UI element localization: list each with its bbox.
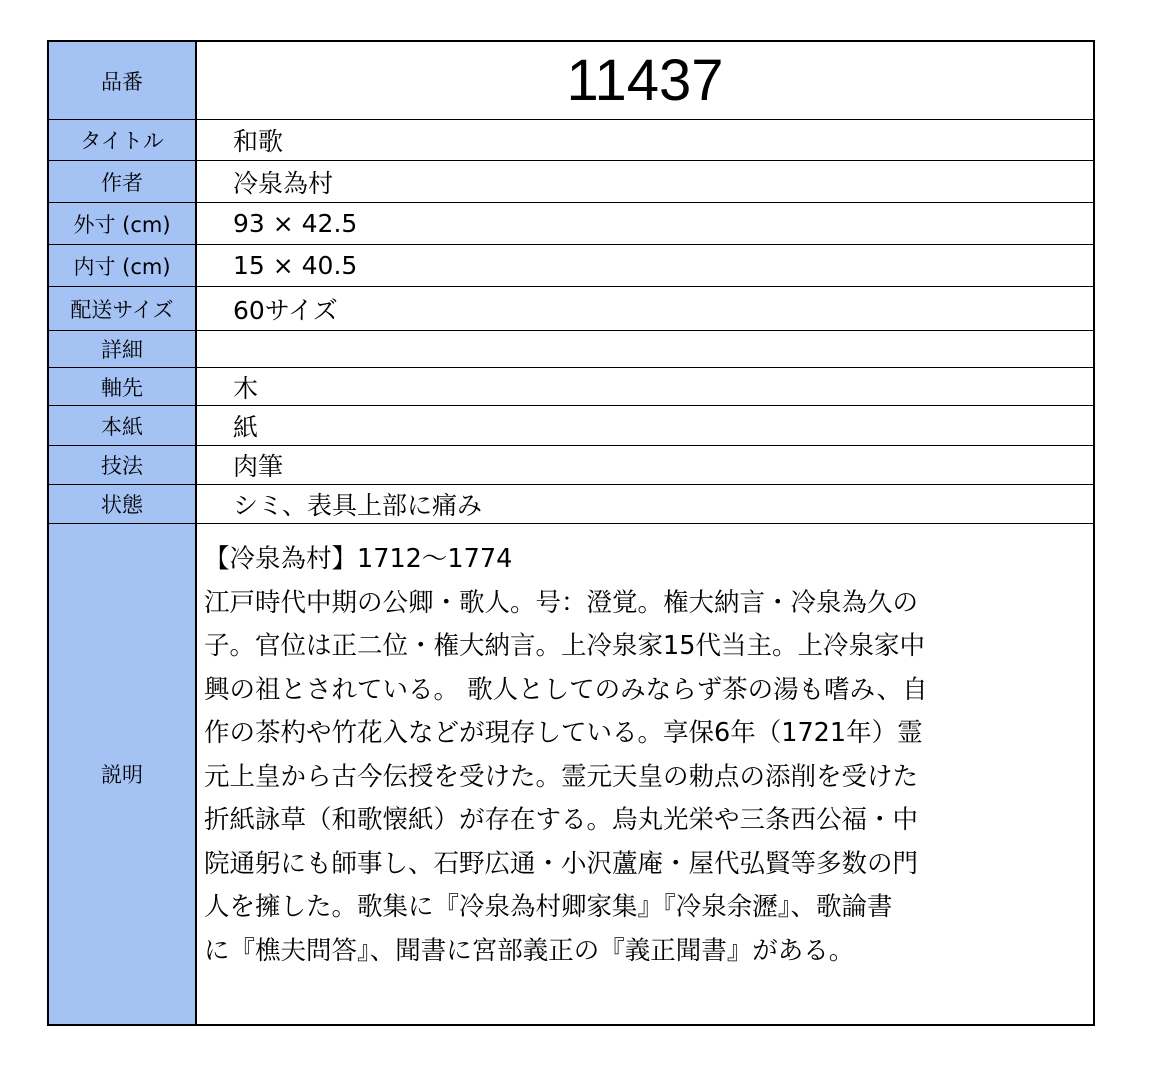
- description-text: [197, 524, 1093, 1024]
- row-details: [49, 331, 1093, 368]
- description-line: 興の祖とされている。 歌人としてのみならず茶の湯も嗜み、自: [204, 674, 928, 705]
- description-line: 元上皇から古今伝授を受けた。霊元天皇の勅点の添削を受けた: [204, 761, 919, 792]
- description-line: 【冷泉為村】1712〜1774: [204, 544, 513, 574]
- row-condition: [49, 485, 1093, 524]
- row-inner-size: [49, 245, 1093, 287]
- row-paper: [49, 406, 1093, 446]
- description-line: 作の茶杓や竹花入などが現存している。享保6年（1721年）霊: [204, 718, 923, 748]
- field-value: 肉筆: [233, 452, 284, 481]
- description-line: 江戸時代中期の公卿・歌人。号：澄覚。権大納言・冷泉為久の: [204, 587, 919, 618]
- product-code-value: 11437: [566, 48, 724, 113]
- description-line: 院通躬にも師事し、石野広通・小沢蘆庵・屋代弘賢等多数の門: [204, 848, 919, 879]
- field-label: 配送サイズ: [49, 287, 197, 330]
- row-title: [49, 120, 1093, 161]
- field-value: 木: [233, 373, 259, 403]
- description-line: 子。官位は正二位・権大納言。上冷泉家15代当主。上冷泉家中: [204, 631, 925, 661]
- description-line: 折紙詠草（和歌懐紙）が存在する。烏丸光栄や三条西公福・中: [204, 805, 919, 835]
- field-value: 93 × 42.5: [233, 209, 358, 238]
- field-label: タイトル: [49, 120, 197, 160]
- field-value: 和歌: [233, 127, 284, 156]
- row-outer-size: [49, 203, 1093, 245]
- field-value: 15 × 40.5: [233, 251, 358, 280]
- description-label: 説明: [49, 524, 197, 1024]
- row-description: [49, 524, 1093, 1024]
- field-label: 状態: [49, 485, 197, 523]
- field-value: 紙: [233, 412, 259, 442]
- description-line: 人を擁した。歌集に『冷泉為村卿家集』『冷泉余瀝』、歌論書: [204, 892, 893, 922]
- field-label: 内寸 (cm): [49, 245, 197, 286]
- row-author: [49, 161, 1093, 203]
- field-label: 技法: [49, 446, 197, 484]
- field-label: 本紙: [49, 406, 197, 445]
- product-code-label: 品番: [49, 42, 197, 119]
- field-value: 60サイズ: [233, 295, 338, 325]
- field-label: 外寸 (cm): [49, 203, 197, 244]
- product-spec-table: [47, 40, 1095, 1026]
- field-label: 作者: [49, 161, 197, 202]
- field-value: [197, 331, 1093, 367]
- row-shipping-size: [49, 287, 1093, 331]
- field-label: 詳細: [49, 331, 197, 367]
- description-line: に『樵夫問答』、聞書に宮部義正の『義正聞書』がある。: [204, 935, 855, 966]
- row-product-code: [49, 42, 1093, 120]
- field-label: 軸先: [49, 368, 197, 405]
- field-value: シミ、表具上部に痛み: [233, 491, 483, 520]
- field-value: 冷泉為村: [233, 168, 334, 198]
- row-technique: [49, 446, 1093, 485]
- row-roller-end: [49, 368, 1093, 406]
